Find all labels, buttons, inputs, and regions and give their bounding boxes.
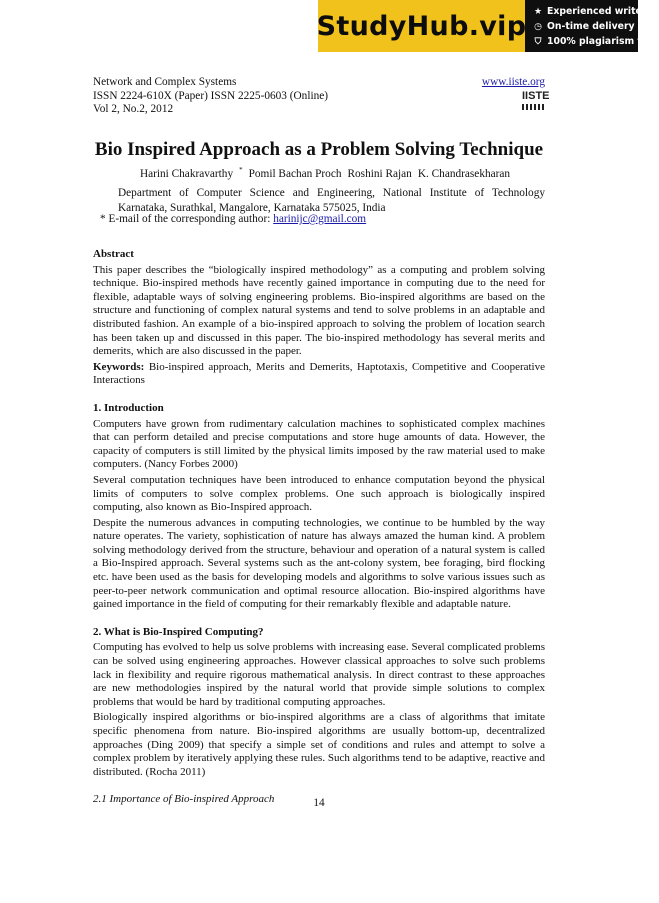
paragraph: Computing has evolved to help us solve problems with increasing ease. Several complicated problems can be solved using engineering approaches. However classical approaches to solve such problems lack in flexibility and require rigorous mathematical analysis. In direct contrast to these approaches are new methodologies inspired by the natural world that provide simple solutions to complex problems that would be hard by traditional computing approaches. (93, 641, 545, 708)
logo-barcode-icon (522, 104, 544, 110)
paragraph: Biologically inspired algorithms or bio-inspired algorithms are a class of algorithms that imitate specific phenomena from nature. Bio-inspired algorithms are usually bottom-up, decentralized approaches (Ding 2009) that specify a simple set of conditions and rules and attempt to solve a complex problem by iteratively applying these rules. Such algorithms tend to be adaptive, reactive and distributed. (Rocha 2011) (93, 711, 545, 778)
subsection-heading: 2.1 Importance of Bio-inspired Approach (93, 793, 275, 806)
page-number: 14 (313, 797, 325, 809)
email-prefix: * E-mail of the corresponding author: (100, 213, 271, 225)
star-icon: ★ (533, 6, 543, 17)
feature-label: 100% plagiarism free (547, 36, 659, 47)
feature-plagiarism-free (532, 34, 659, 49)
journal-issn: ISSN 2224-610X (Paper) ISSN 2225-0603 (Online) (93, 89, 329, 102)
author-list (0, 166, 638, 180)
author-name: Harini Chakravarthy (139, 168, 234, 180)
affiliation: Department of Computer Science and Engineering, National Institute of Technology Karnataka, Surathkal, Mangalore, Karnataka 575025, India (118, 187, 545, 214)
keywords-label: Keywords: (93, 360, 145, 373)
paper-title: Bio Inspired Approach as a Problem Solving Technique (94, 139, 544, 160)
paper-body (93, 248, 545, 807)
feature-experienced-writers (532, 4, 659, 19)
ad-banner[interactable] (316, 0, 659, 52)
paragraph: Computers have grown from rudimentary calculation machines to sophisticated complex machines that can perform detailed and precise computations and store huge amounts of data. However, the capacity of computers is still limited by the physical limits imposed by the raw material used to make computers. (Nancy Forbes 2000) (93, 417, 545, 471)
paragraph: Several computation techniques have been introduced to enhance computation beyond the physical limits of computers to solve complex problems. One such approach is biologically inspired computing, also known as Bio-Inspired approach. (93, 473, 545, 514)
journal-url-link[interactable]: www.iiste.org (481, 76, 545, 88)
banner-features (525, 0, 659, 52)
author-name: K. Chandrasekharan (417, 168, 511, 180)
email-link[interactable]: harinijc@gmail.com (273, 213, 367, 225)
feature-label: On-time delivery (547, 21, 635, 32)
iiste-logo (522, 90, 550, 114)
paragraph: Despite the numerous advances in computing technologies, we continue to be humbled by the way nature operates. The variety, sophistication of nature has always amazed the human kind. A problem solving methodology derived from the structure, behaviour and operation of a natural system is called a Bio-Inspired approach. Several systems such as the ant-colony system, bee foraging, bird flocking etc. have been used as the basis for developing models and algorithms to solve various issues such as peer-to-peer network communication and optimal resource allocation. Bio-inspired algorithms have gained importance in the field of computing for their remarkably flexible and adaptable nature. (93, 516, 545, 611)
corresponding-email (100, 213, 366, 225)
section-heading: 1. Introduction (93, 401, 164, 414)
shield-icon: ⛉ (534, 36, 542, 47)
brand-logo (318, 0, 525, 52)
abstract-heading: Abstract (93, 248, 134, 260)
journal-volume: Vol 2, No.2, 2012 (93, 103, 174, 115)
section-heading: 2. What is Bio-Inspired Computing? (93, 625, 264, 638)
corresponding-author-mark: * (239, 166, 243, 174)
iiste-logo-text: IISTE (522, 90, 550, 102)
author-name: Roshini Rajan (347, 168, 412, 180)
author-name: Pomil Bachan Proch (248, 168, 342, 180)
keywords (93, 361, 545, 388)
abstract-text: This paper describes the “biologically inspired methodology” as a computing and problem solving technique. Bio-inspired methods have recently gained importance in computing due to the need for flexible, adaptable ways of solving engineering problems. Bio-inspired algorithms are based on the structure and functioning of complex natural systems and tend to solve problems in an adaptable and distributed fashion. An example of a bio-inspired approach to solving the problem of location search has been taken up and discussed in this paper. The bio-inspired methodology has several merits and demerits, which are also discussed in the paper. (93, 263, 545, 358)
clock-icon: ◷ (534, 21, 542, 32)
feature-label: Experienced writers (547, 6, 652, 17)
journal-name: Network and Complex Systems (93, 76, 237, 88)
brand-name: StudyHub.vip (316, 10, 527, 42)
keywords-text: Bio-inspired approach, Merits and Demerits, Haptotaxis, Competitive and Cooperative Interactions (93, 360, 545, 387)
feature-on-time-delivery (532, 19, 659, 34)
journal-header (93, 76, 550, 117)
